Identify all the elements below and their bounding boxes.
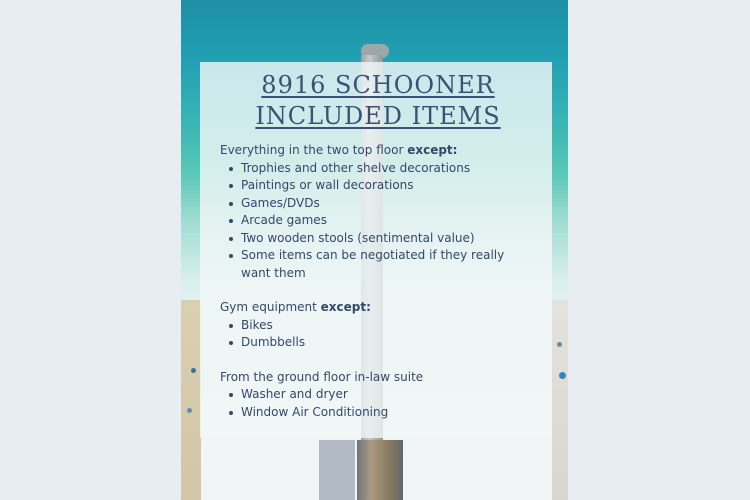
section-heading-text: From the ground floor in-law suite [220, 369, 424, 384]
title-line-subtitle: INCLUDED ITEMS [255, 102, 501, 130]
list-item: Some items can be negotiated if they really want them [241, 247, 536, 282]
section-heading [220, 142, 536, 160]
list-item: Washer and dryer [241, 386, 536, 404]
beach-sand-left [181, 300, 201, 500]
section-heading-text: Everything in the two top floor [220, 143, 408, 157]
pier-deck [357, 440, 403, 500]
section-heading-colon: : [452, 143, 458, 157]
pier-shadow [319, 440, 355, 500]
included-items-card [200, 62, 552, 438]
section-gym-equipment [220, 299, 536, 352]
section-heading-emphasis: except [407, 143, 453, 157]
beach-sand-right [552, 300, 568, 500]
list-item: Window Air Conditioning [241, 404, 536, 422]
list-item: Paintings or wall decorations [241, 177, 536, 195]
beach-umbrella [557, 342, 562, 347]
exceptions-list [220, 317, 536, 352]
section-heading [220, 299, 536, 317]
section-heading-emphasis: except: [320, 300, 371, 314]
beach-umbrella [187, 408, 192, 413]
poster-title [220, 70, 536, 132]
section-top-floor [220, 142, 536, 282]
list-item: Trophies and other shelve decorations [241, 160, 536, 178]
section-ground-floor [220, 369, 536, 422]
list-item: Dumbbells [241, 334, 536, 352]
list-item: Arcade games [241, 212, 536, 230]
included-list [220, 386, 536, 421]
section-heading [220, 369, 536, 387]
list-item: Bikes [241, 317, 536, 335]
list-item: Games/DVDs [241, 195, 536, 213]
list-item: Two wooden stools (sentimental value) [241, 230, 536, 248]
exceptions-list [220, 160, 536, 283]
beach-umbrella [191, 368, 196, 373]
section-heading-text: Gym equipment [220, 300, 321, 314]
beach-umbrella [559, 372, 566, 379]
title-line-address: 8916 SCHOONER [261, 71, 495, 99]
